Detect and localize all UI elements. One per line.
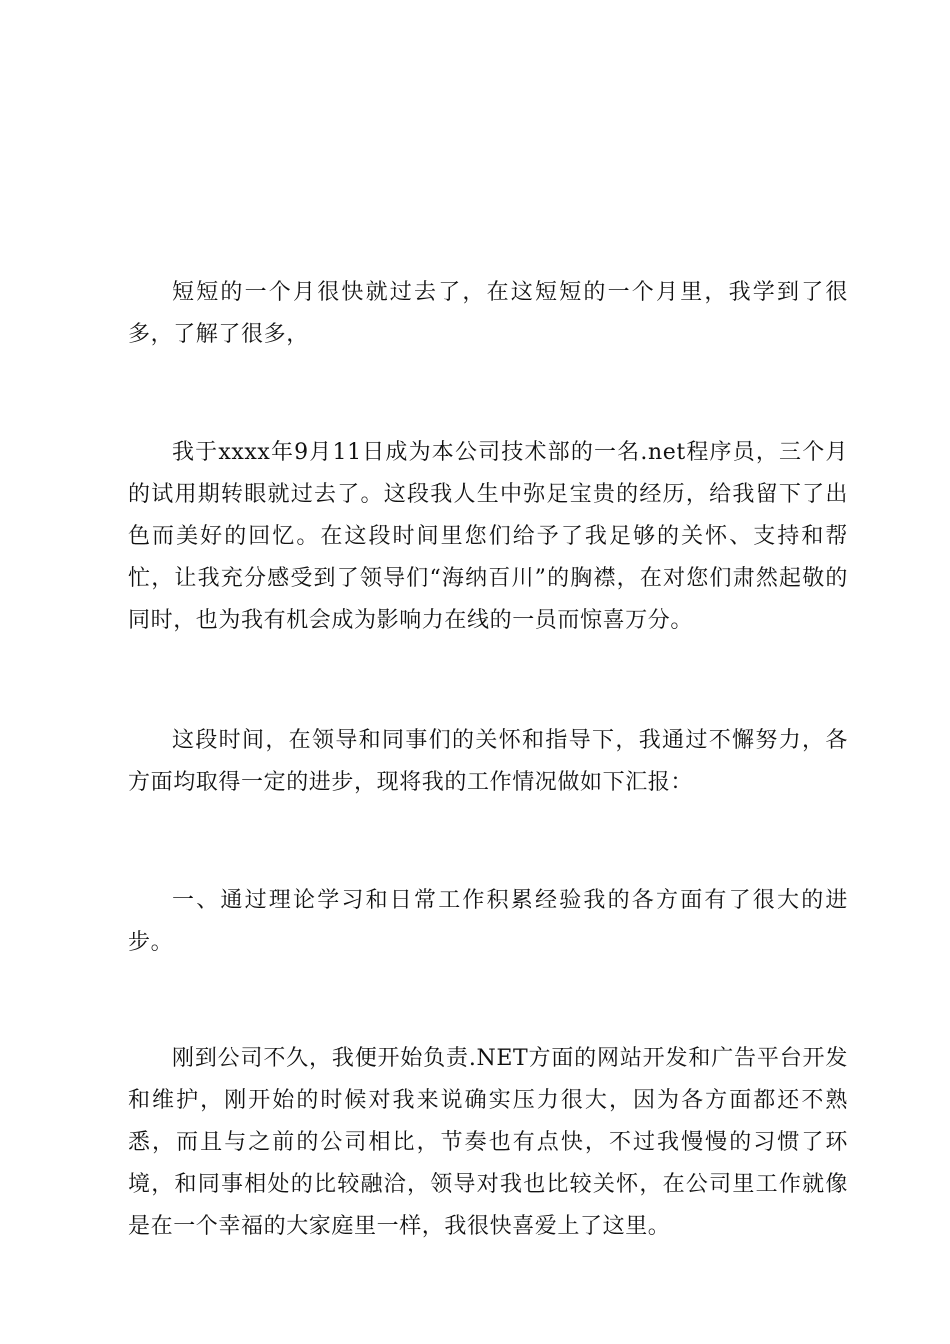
paragraph-progress: 这段时间，在领导和同事们的关怀和指导下，我通过不懈努力，各方面均取得一定的进步，现将我的工作情况做如下汇报： [128,728,848,795]
paragraph-section-heading: 一、通过理论学习和日常工作积累经验我的各方面有了很大的进步。 [128,888,848,955]
document-body [128,272,848,1248]
paragraph-probation: 我于xxxx年9月11日成为本公司技术部的一名.net程序员，三个月的试用期转眼就过去了。这段我人生中弥足宝贵的经历，给我留下了出色而美好的回忆。在这段时间里您们给予了我足够的关怀、支持和帮忙，让我充分感受到了领导们“海纳百川”的胸襟，在对您们肃然起敬的同时，也为我有机会成为影响力在线的一员而惊喜万分。 [128,440,848,633]
paragraph-work-details: 刚到公司不久，我便开始负责.NET方面的网站开发和广告平台开发和维护，刚开始的时候对我来说确实压力很大，因为各方面都还不熟悉，而且与之前的公司相比，节奏也有点快，不过我慢慢的习惯了环境，和同事相处的比较融洽，领导对我也比较关怀，在公司里工作就像是在一个幸福的大家庭里一样，我很快喜爱上了这里。 [128,1046,848,1239]
paragraph-intro: 短短的一个月很快就过去了，在这短短的一个月里，我学到了很多，了解了很多， [128,280,848,347]
